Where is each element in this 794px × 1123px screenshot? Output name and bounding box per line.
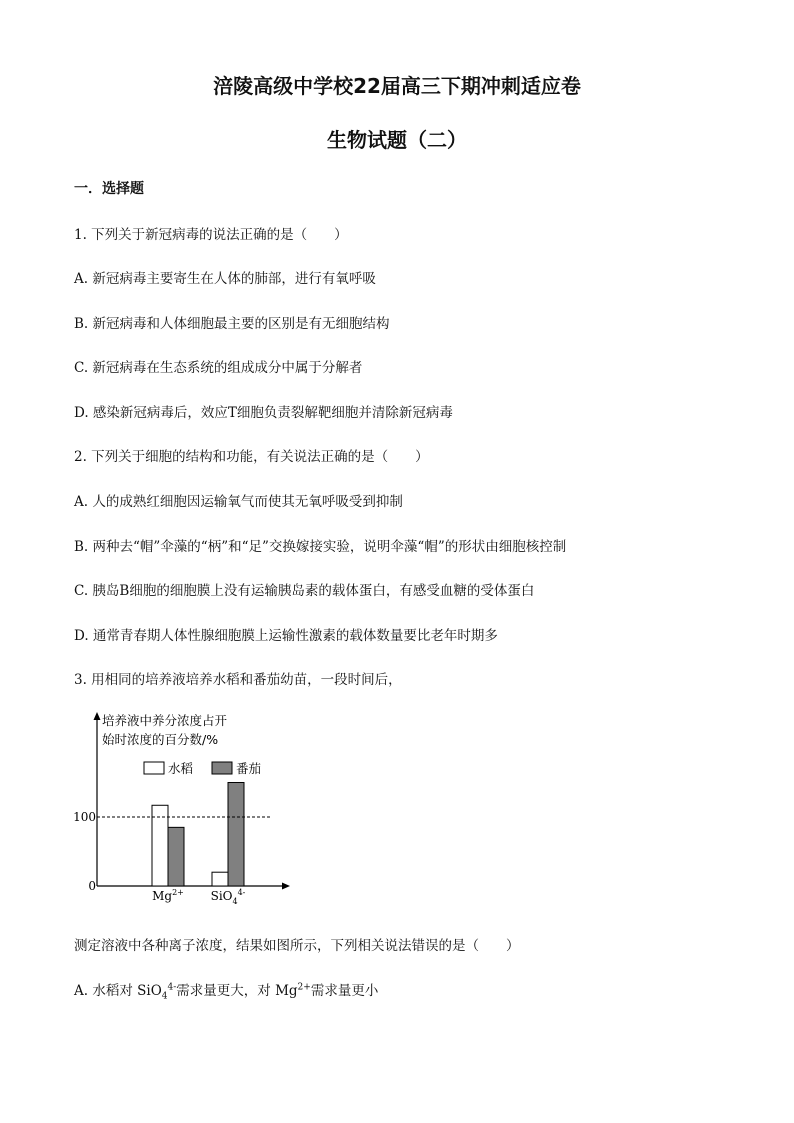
question-1-stem: 1. 下列关于新冠病毒的说法正确的是（ ） [74, 227, 348, 243]
legend-swatch-tomato [212, 762, 232, 774]
y-tick-label-100: 100 [73, 810, 96, 824]
y-axis-arrow [94, 712, 101, 720]
question-3-stem-cont: 测定溶液中各种离子浓度，结果如图所示，下列相关说法错误的是（ ） [74, 938, 520, 954]
exam-title: 生物试题（二） [327, 128, 467, 152]
question-1-option-c: C. 新冠病毒在生态系统的组成成分中属于分解者 [74, 360, 363, 376]
x-axis-arrow [282, 883, 290, 890]
question-2-stem: 2. 下列关于细胞的结构和功能，有关说法正确的是（ ） [74, 449, 429, 465]
section-title: 一．选择题 [74, 181, 144, 197]
question-2-option-d: D. 通常青春期人体性腺细胞膜上运输性激素的载体数量要比老年时期多 [74, 628, 498, 644]
bar-rice-sio4 [212, 872, 228, 886]
bar-tomato-mg [168, 827, 184, 886]
school-title: 涪陵高级中学校22届高三下期冲刺适应卷 [213, 74, 581, 98]
question-1-option-b: B. 新冠病毒和人体细胞最主要的区别是有无细胞结构 [74, 316, 390, 332]
question-3-option-a: A. 水稻对 SiO$_4^{4-}$需求量更大，对 $Mg^{2+}$需求量更小 [74, 982, 379, 1002]
y-axis-label-line1: 培养液中养分浓度占开 [102, 713, 228, 728]
bar-tomato-sio4 [228, 783, 244, 887]
legend-label-rice: 水稻 [168, 761, 194, 776]
y-tick-label-0: 0 [88, 879, 96, 893]
legend-swatch-rice [144, 762, 164, 774]
question-1-option-a: A. 新冠病毒主要寄生在人体的肺部，进行有氧呼吸 [74, 271, 376, 287]
x-tick-label-sio4: SiO$_4^{4-}$ [210, 888, 246, 906]
question-2-option-a: A. 人的成熟红细胞因运输氧气而使其无氧呼吸受到抑制 [74, 494, 403, 510]
ion-concentration-chart [60, 706, 310, 906]
legend-label-tomato: 番茄 [236, 761, 262, 776]
question-3-stem: 3. 用相同的培养液培养水稻和番茄幼苗，一段时间后， [74, 672, 402, 688]
x-tick-label-mg: $Mg^{2+}$ [152, 888, 184, 903]
y-axis-label-line2: 始时浓度的百分数/% [102, 732, 219, 747]
question-2-option-b: B. 两种去“帽”伞藻的“柄”和“足”交换嫁接实验，说明伞藻“帽”的形状由细胞核控制 [74, 539, 567, 555]
question-2-option-c: C. 胰岛B细胞的细胞膜上没有运输胰岛素的载体蛋白，有感受血糖的受体蛋白 [74, 583, 535, 599]
question-1-option-d: D. 感染新冠病毒后，效应T细胞负责裂解靶细胞并清除新冠病毒 [74, 405, 453, 421]
